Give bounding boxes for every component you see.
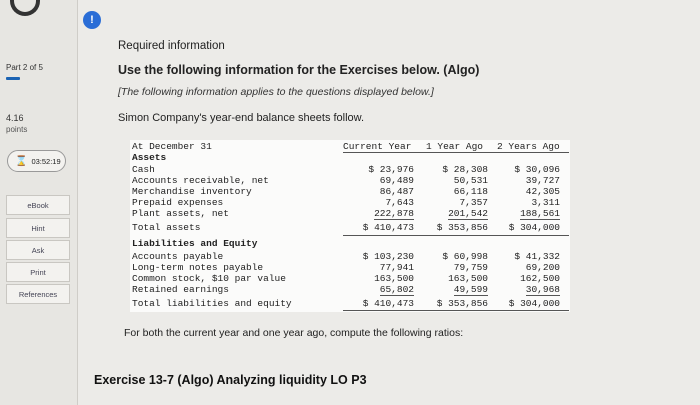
points-value: 4.16	[6, 113, 24, 123]
cell-2yr: 162,500	[520, 273, 560, 284]
row-label: Long-term notes payable	[132, 262, 264, 273]
instructions-heading: Use the following information for the Exercises below. (Algo)	[118, 63, 480, 77]
timer[interactable]	[7, 150, 66, 172]
total-assets-2yr: $ 304,000	[508, 222, 560, 233]
print-button[interactable]: Print	[6, 262, 70, 282]
cell-current: 65,802	[379, 284, 414, 295]
header-1-year-ago: 1 Year Ago	[426, 141, 484, 152]
cell-2yr: 3,311	[531, 197, 560, 208]
cell-1yr: 163,500	[448, 273, 488, 284]
cell-2yr: 69,200	[525, 262, 560, 273]
logo-icon	[10, 0, 40, 16]
liabilities-heading: Liabilities and Equity	[132, 238, 258, 249]
references-button[interactable]: References	[6, 284, 70, 304]
header-2-years-ago: 2 Years Ago	[497, 141, 560, 152]
hourglass-icon: ⌛	[15, 155, 28, 167]
total-liab-current: $ 410,473	[362, 298, 414, 309]
ask-button[interactable]: Ask	[6, 240, 70, 260]
intro-text: Simon Company's year-end balance sheets follow.	[118, 112, 365, 124]
cell-1yr: 49,599	[453, 284, 488, 295]
alert-icon[interactable]: !	[83, 11, 101, 29]
total-assets-current: $ 410,473	[362, 222, 414, 233]
row-label: Retained earnings	[132, 284, 229, 295]
cell-current: $ 23,976	[368, 164, 414, 175]
cell-1yr: 201,542	[448, 208, 488, 219]
cell-current: 7,643	[385, 197, 414, 208]
date-label: At December 31	[132, 141, 212, 152]
ebook-button[interactable]: eBook	[6, 195, 70, 215]
exercise-title: Exercise 13-7 (Algo) Analyzing liquidity LO P3	[94, 373, 367, 387]
cell-2yr: 188,561	[520, 208, 560, 219]
header-rule	[343, 152, 569, 153]
row-label: Merchandise inventory	[132, 186, 252, 197]
row-label: Accounts receivable, net	[132, 175, 269, 186]
part-indicator: Part 2 of 5	[6, 63, 43, 72]
cell-1yr: 66,118	[453, 186, 488, 197]
total-assets-label: Total assets	[132, 222, 201, 233]
row-label: Accounts payable	[132, 251, 224, 262]
cell-1yr: 7,357	[459, 197, 488, 208]
total-assets-1yr: $ 353,856	[436, 222, 488, 233]
cell-2yr: 30,968	[525, 284, 560, 295]
balance-sheet-table	[130, 140, 570, 312]
total-liab-label: Total liabilities and equity	[132, 298, 292, 309]
compute-text: For both the current year and one year ago, compute the following ratios:	[124, 327, 464, 339]
total-liab-1yr: $ 353,856	[436, 298, 488, 309]
total-liab-2yr: $ 304,000	[508, 298, 560, 309]
cell-2yr: 42,305	[525, 186, 560, 197]
cell-current: 77,941	[379, 262, 414, 273]
sidebar	[0, 0, 78, 405]
header-current-year: Current Year	[343, 141, 412, 152]
cell-current: 222,878	[374, 208, 414, 219]
cell-2yr: $ 41,332	[514, 251, 560, 262]
part-progress-bar	[6, 77, 20, 80]
cell-current: $ 103,230	[362, 251, 414, 262]
cell-current: 69,489	[379, 175, 414, 186]
cell-current: 86,487	[379, 186, 414, 197]
cell-1yr: $ 28,308	[442, 164, 488, 175]
assets-heading: Assets	[132, 152, 167, 163]
row-label: Prepaid expenses	[132, 197, 224, 208]
cell-2yr: $ 30,096	[514, 164, 560, 175]
cell-current: 163,500	[374, 273, 414, 284]
cell-2yr: 39,727	[525, 175, 560, 186]
cell-1yr: $ 60,998	[442, 251, 488, 262]
total-assets-rule	[343, 235, 569, 236]
row-label: Plant assets, net	[132, 208, 229, 219]
points-label: points	[6, 125, 28, 134]
timer-text: 03:52:19	[31, 156, 61, 166]
hint-button[interactable]: Hint	[6, 218, 70, 238]
cell-1yr: 79,759	[453, 262, 488, 273]
required-info-heading: Required information	[118, 40, 225, 52]
row-label: Cash	[132, 164, 155, 175]
instructions-note: [The following information applies to the questions displayed below.]	[118, 86, 434, 98]
row-label: Common stock, $10 par value	[132, 273, 286, 284]
total-liab-rule	[343, 310, 569, 311]
cell-1yr: 50,531	[453, 175, 488, 186]
